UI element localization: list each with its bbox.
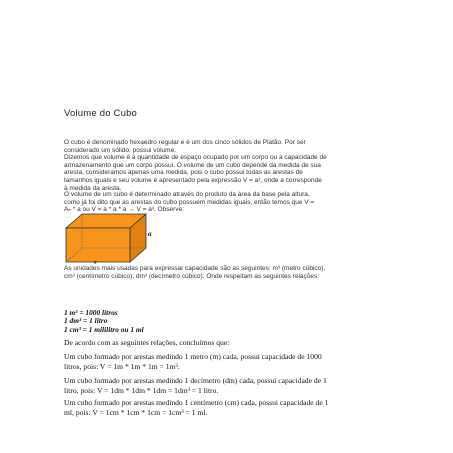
- intro-paragraph: [64, 139, 396, 192]
- text-line: aresta, consideramos apenas uma medida, pois o cubo possui todas as arestas de: [64, 169, 303, 177]
- example-paragraph-meter: [64, 352, 396, 371]
- product-paragraph: [64, 191, 396, 214]
- page-title: Volume do Cubo: [64, 108, 138, 119]
- text-line: litro, pois: V = 1dm * 1dm * 1dm = 1dm³ = 1 litro.: [64, 385, 219, 395]
- text-line: De acordo com as seguintes relações, concluímos que:: [64, 338, 230, 347]
- text-line: à medida da aresta.: [64, 184, 122, 192]
- text-line: Aₙ * a ou V = a * a * a → V = a³. Observe:: [64, 206, 185, 214]
- text-line: Dizemos que volume é a quantidade de espaço ocupado por um corpo ou a capacidade de: [64, 154, 327, 162]
- cube-edge-label-bottom: a: [94, 260, 97, 264]
- text-line: Um cubo formado por arestas medindo 1 decímetro (dm) cada, possui capacidade de 1: [64, 376, 327, 385]
- text-line: como já foi dito que as arestas do cubo possuem medidas iguais, então temos que V =: [64, 198, 315, 206]
- cube-front-face: [66, 228, 130, 262]
- text-line: cm³ (centímetro cúbico), dm³ (decímetro cúbico). Onde respeitam as seguintes relações:: [64, 272, 320, 280]
- formula-line: 1 dm³ = 1 litro: [64, 316, 108, 326]
- formula-block: [64, 309, 144, 334]
- text-line: O volume de um cubo é determinado através do produto da área da base pela altura,: [64, 191, 310, 198]
- conclusion-text: [64, 338, 396, 348]
- text-line: considerado um sólido, possui volume.: [64, 146, 177, 154]
- text-line: Um cubo formado por arestas medindo 1 centímetro (cm) cada, possui capacidade de 1: [64, 398, 329, 407]
- text-line: Um cubo formado por arestas medindo 1 metro (m) cada, possui capacidade de 1000: [64, 352, 322, 361]
- example-paragraph-centimeter: [64, 398, 396, 417]
- text-line: armazenamento que um corpo possui. O volume de um cubo depende da medida de sua: [64, 161, 321, 169]
- example-paragraph-decimeter: [64, 376, 396, 395]
- text-line: O cubo é denominado hexaedro regular e é um dos cinco sólidos de Platão. Por ser: [64, 139, 306, 146]
- text-line: litros, pois: V = 1m * 1m * 1m = 1m³.: [64, 361, 180, 371]
- text-line: ml, pois: V = 1cm * 1cm * 1cm = 1cm³ = 1 ml.: [64, 407, 208, 417]
- text-line: As unidades mais usadas para expressar capacidade são as seguintes: m³ (metro cúbico),: [64, 265, 326, 272]
- formula-line: 1 m³ = 1000 litros: [64, 308, 118, 317]
- text-line: tamanhos iguais e seu volume é apresentado pela expressão V = a³, onde a corresponde: [64, 176, 322, 184]
- cube-edge-label-right: a: [148, 230, 152, 238]
- units-paragraph: [64, 265, 396, 280]
- formula-line: 1 cm³ = 1 mililitro ou 1 ml: [64, 324, 144, 334]
- cube-illustration: [64, 212, 154, 264]
